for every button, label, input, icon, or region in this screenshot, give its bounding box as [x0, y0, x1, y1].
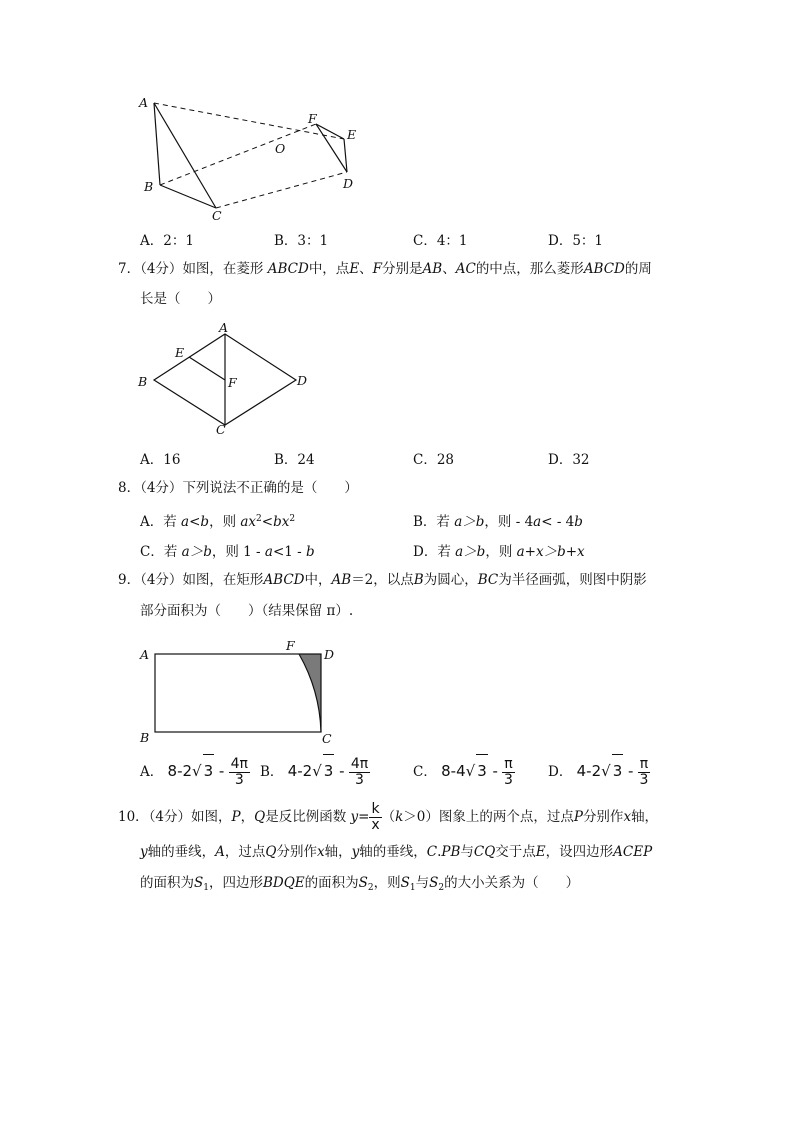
- q7-option-d[interactable]: D．32: [548, 452, 590, 468]
- q10-stem-line3: 的面积为$S_1$，四边形BDQE的面积为$S_2$，则$S_1$与$S_2$的大小关系为（ ）: [140, 875, 580, 893]
- q8-option-b[interactable]: B．若 a＞b，则 - 4a< - 4b: [413, 514, 583, 530]
- label-c-q9: C: [322, 731, 332, 746]
- option-expression: 4-2√ 3 -: [577, 762, 634, 780]
- option-letter: D．: [548, 233, 573, 249]
- option-expression: 8-4√ 3 -: [441, 762, 498, 780]
- option-letter: A．: [140, 233, 164, 249]
- label-f-q9: F: [286, 638, 295, 653]
- label-a-q7: A: [219, 320, 229, 335]
- q8-stem: 8．（4分）下列说法不正确的是（ ）: [118, 480, 358, 496]
- rectangle-abcd: [155, 654, 321, 732]
- label-a-q9: A: [140, 647, 150, 662]
- q10-stem-line2: y轴的垂线，A，过点Q分别作x轴，y轴的垂线，C.PB与CQ交于点E，设四边形ACEP: [140, 844, 653, 860]
- label-b-q9: B: [140, 730, 150, 745]
- option-letter: B．: [274, 233, 298, 249]
- option-text: 2：1: [163, 233, 194, 249]
- option-text: 5：1: [572, 233, 604, 249]
- q7-option-c[interactable]: C．28: [413, 452, 455, 468]
- label-e-q7: E: [175, 345, 185, 360]
- q9-option-b[interactable]: B． 4-2√ 3 - $\frac{4\pi}{3}$: [260, 756, 369, 788]
- label-e: E: [347, 127, 357, 142]
- q9-option-a[interactable]: A． 8-2√ 3 - $\frac{4\pi}{3}$: [140, 756, 248, 788]
- option-text: 3：1: [297, 233, 329, 249]
- q9-stem-line1: 9．（4分）如图，在矩形ABCD中，AB＝2，以点B为圆心，BC为半径画弧，则图中阴影: [118, 572, 647, 588]
- label-b: B: [144, 179, 154, 194]
- q9-option-d[interactable]: D． 4-2√ 3 - $\frac{\pi}{3}$: [548, 756, 649, 788]
- label-d-q7: D: [297, 373, 308, 388]
- function-fraction: $\frac{k}{x}$: [371, 801, 380, 833]
- q8-option-c[interactable]: C．若 a＞b，则 1 - a<1 - b: [140, 544, 315, 560]
- q9-stem-line2: 部分面积为（ ）（结果保留 π）.: [140, 603, 354, 619]
- q10-stem-line1: 10．（4分）如图，P，Q是反比例函数 y= $\frac{k}{x}$ （k＞0）图象上的两个点，过点P分别作x轴，: [118, 801, 659, 833]
- q7-stem-line2: 长是（ ）: [140, 291, 221, 307]
- option-text: 4：1: [436, 233, 468, 249]
- q7-stem-line1: 7．（4分）如图，在菱形 ABCD中，点E、F分别是AB、AC的中点，那么菱形ABCD的周: [118, 261, 652, 277]
- q8-option-d[interactable]: D．若 a＞b，则 a+x＞b+x: [413, 544, 585, 560]
- label-f-q7: F: [228, 375, 237, 390]
- option-letter: C．: [413, 233, 437, 249]
- option-expression: 8-2√ 3 -: [168, 762, 225, 780]
- shaded-region: [299, 654, 321, 732]
- label-c: C: [212, 208, 222, 223]
- label-f: F: [308, 111, 317, 126]
- label-o: O: [275, 141, 286, 156]
- label-c-q7: C: [216, 422, 226, 437]
- q8-option-a[interactable]: A．若 a<b，则 $ax^2<bx^2$: [140, 514, 296, 530]
- option-fraction: $\frac{\pi}{3}$: [503, 756, 513, 788]
- q7-option-a[interactable]: A．16: [140, 452, 181, 468]
- label-d-q9: D: [324, 647, 335, 662]
- label-a: A: [139, 95, 149, 110]
- q7-option-b[interactable]: B．24: [274, 452, 315, 468]
- option-expression: 4-2√ 3 -: [288, 762, 345, 780]
- q9-option-c[interactable]: C． 8-4√ 3 - $\frac{\pi}{3}$: [413, 756, 513, 788]
- label-d: D: [343, 176, 354, 191]
- option-fraction: $\frac{4\pi}{3}$: [350, 756, 369, 788]
- option-fraction: $\frac{\pi}{3}$: [639, 756, 649, 788]
- label-b-q7: B: [138, 374, 148, 389]
- option-fraction: $\frac{4\pi}{3}$: [230, 756, 248, 788]
